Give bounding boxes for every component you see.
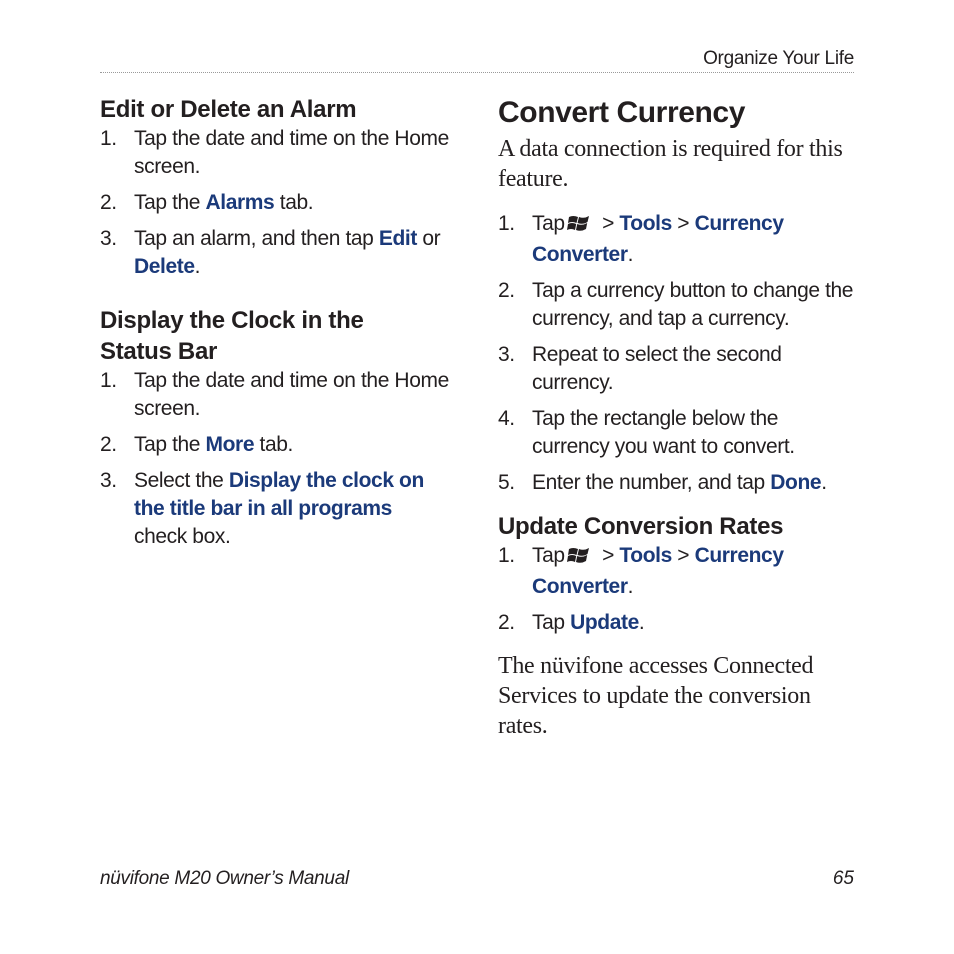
ui-label-more: More: [205, 433, 255, 456]
ui-label-tools: Tools: [619, 544, 672, 567]
steps-convert-currency: [498, 210, 858, 497]
steps-edit-alarm: [100, 125, 450, 281]
list-item: 1. Tap > Tools > Currency Converter.: [498, 212, 784, 266]
footer-manual-title: nüvifone M20 Owner’s Manual: [100, 868, 349, 889]
list-item: 2. Tap a currency button to change the currency, and tap a currency.: [498, 279, 854, 330]
ui-label-alarms: Alarms: [205, 191, 275, 214]
header-rule: [100, 72, 854, 73]
ui-label-done: Done: [770, 471, 822, 494]
left-column: [100, 94, 450, 559]
windows-start-icon: [567, 213, 593, 241]
list-item: 3. Tap an alarm, and then tap Edit or Delete.: [100, 227, 441, 278]
ui-label-edit: Edit: [378, 227, 417, 250]
list-item: 5. Enter the number, and tap Done.: [498, 471, 827, 494]
right-column: [498, 94, 858, 741]
list-item: 1. Tap the date and time on the Home screen.: [100, 127, 449, 178]
ui-label-currency-converter: Currency Converter: [532, 212, 784, 266]
ui-label-display-clock: Display the clock on the title bar in all programs: [134, 469, 424, 520]
list-item: 4. Tap the rectangle below the currency you want to convert.: [498, 407, 795, 458]
ui-label-tools: Tools: [619, 212, 672, 235]
page-title: Convert Currency: [498, 96, 746, 129]
list-item: 1. Tap the date and time on the Home screen.: [100, 369, 449, 420]
list-item: 1. Tap > Tools > Currency Converter.: [498, 544, 784, 598]
header-title: Organize Your Life: [703, 48, 854, 69]
ui-label-update: Update: [570, 611, 639, 634]
steps-display-clock: [100, 367, 450, 551]
windows-start-icon: [567, 545, 593, 573]
list-item: 3. Select the Display the clock on the title bar in all programs check box.: [100, 469, 424, 548]
section-heading-edit-alarm: Edit or Delete an Alarm: [100, 96, 357, 123]
list-item: 2. Tap the Alarms tab.: [100, 191, 314, 214]
section-heading-update-rates: Update Conversion Rates: [498, 513, 784, 540]
list-item: 2. Tap the More tab.: [100, 433, 293, 456]
outro-paragraph: The nüvifone accesses Connected Services to update the conversion rates.: [498, 653, 814, 739]
section-heading-display-clock: Display the Clock in the Status Bar: [100, 307, 364, 365]
footer-page-number: 65: [832, 868, 854, 889]
ui-label-currency-converter: Currency Converter: [532, 544, 784, 598]
ui-label-delete: Delete: [134, 255, 195, 278]
intro-paragraph: A data connection is required for this feature.: [498, 136, 843, 192]
list-item: 3. Repeat to select the second currency.: [498, 343, 782, 394]
list-item: 2. Tap Update.: [498, 611, 645, 634]
steps-update-rates: [498, 542, 858, 637]
